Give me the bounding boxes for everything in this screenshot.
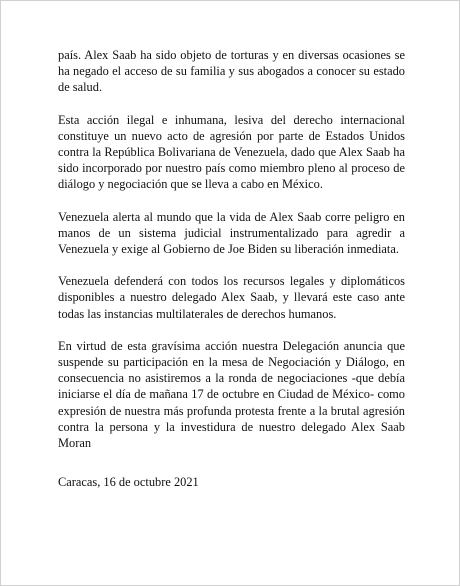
paragraph-5: En virtud de esta gravísima acción nuestra Delegación anuncia que suspende su participación en la mesa de Negociación y Diálogo, en consecuencia no asistiremos a la ronda de negociaciones -que debía iniciarse el día de mañana 17 de octubre en Ciudad de México- como expresión de nuestra más profunda protesta frente a la brutal agresión contra la persona y la investidura de nuestro delegado Alex Saab Moran: [58, 338, 405, 451]
paragraph-2: Esta acción ilegal e inhumana, lesiva del derecho internacional constituye un nuevo acto de agresión por parte de Estados Unidos contra la República Bolivariana de Venezuela, dado que Alex Saab ha sido incorporado por nuestro país como miembro pleno al proceso de diálogo y negociación que se lleva a cabo en México.: [58, 112, 405, 192]
paragraph-4: Venezuela defenderá con todos los recursos legales y diplomáticos disponibles a nuestro delegado Alex Saab, y llevará este caso ante todas las instancias multilaterales de derechos humanos.: [58, 274, 405, 321]
document-body: [58, 47, 405, 467]
place-and-date: Caracas, 16 de octubre 2021: [58, 475, 199, 489]
paragraph-3: Venezuela alerta al mundo que la vida de Alex Saab corre peligro en manos de un sistema judicial instrumentalizado para agredir a Venezuela y exige al Gobierno de Joe Biden su liberación inmediata.: [58, 209, 405, 257]
paragraph-1: país. Alex Saab ha sido objeto de torturas y en diversas ocasiones se ha negado el acceso de su familia y sus abogados a conocer su estado de salud.: [58, 48, 405, 95]
